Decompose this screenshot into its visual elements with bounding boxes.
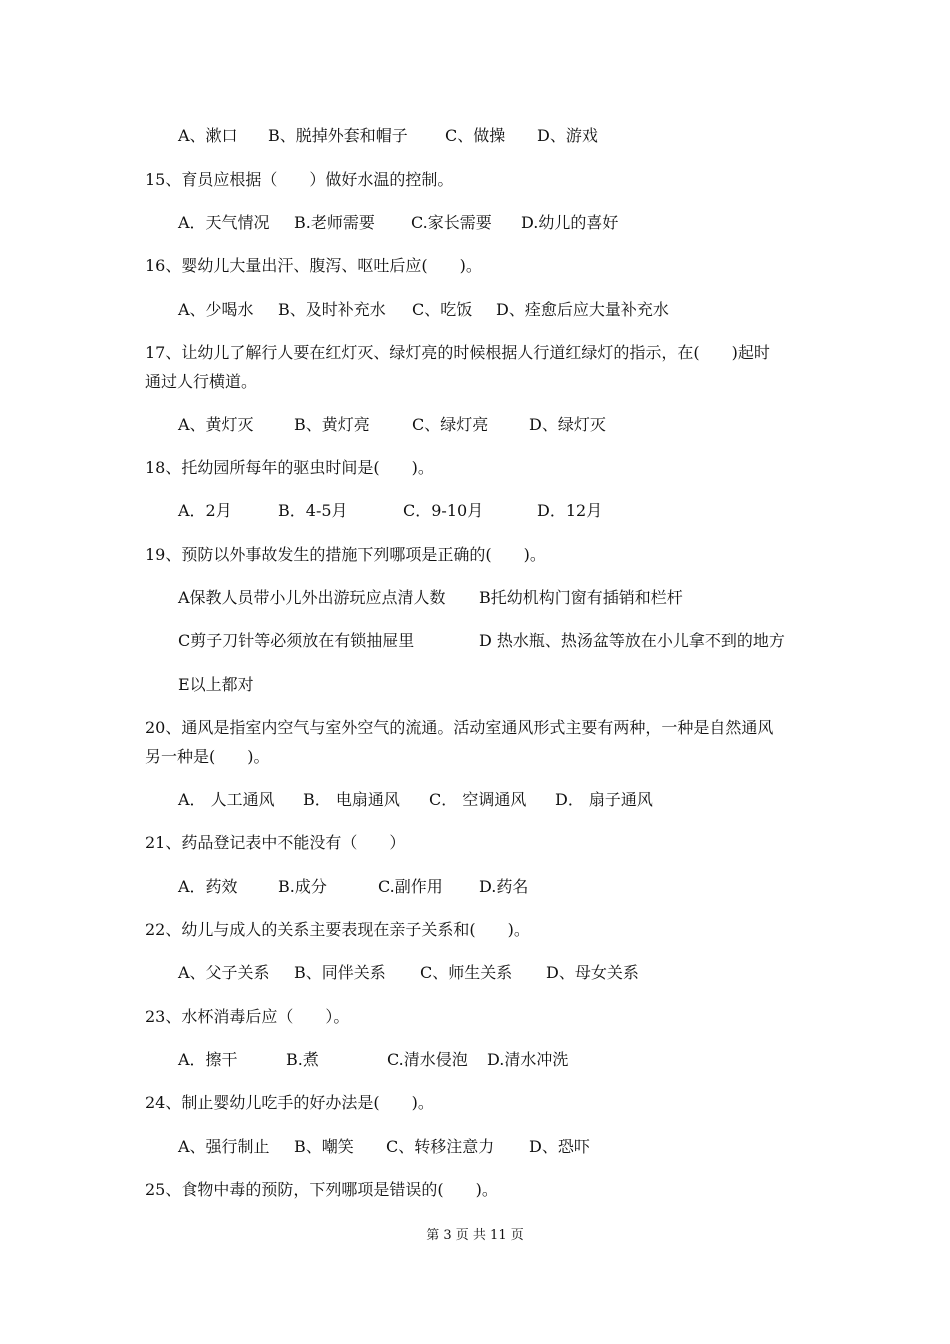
q16-stem: 16、婴幼儿大量出汗、腹泻、呕吐后应( )。 [145, 256, 482, 275]
q22-option-d: D、母女关系 [546, 963, 639, 982]
q15-option-c: C.家长需要 [411, 213, 492, 232]
q18-option-c: C．9-10月 [403, 501, 484, 520]
q16-option-b: B、及时补充水 [278, 300, 386, 319]
q19-option-e: E以上都对 [178, 675, 254, 694]
q20-option-a: A． 人工通风 [178, 790, 275, 809]
q20-stem-line1: 20、通风是指室内空气与室外空气的流通。活动室通风形式主要有两种，一种是自然通风 [145, 718, 774, 737]
q23-option-d: D.清水冲洗 [487, 1050, 569, 1069]
q21-option-c: C.副作用 [378, 877, 443, 896]
q21-option-d: D.药名 [479, 877, 529, 896]
q15-option-a: A．天气情况 [178, 213, 270, 232]
q21-option-b: B.成分 [278, 877, 327, 896]
q17-stem-line1: 17、让幼儿了解行人要在红灯灭、绿灯亮的时候根据人行道红绿灯的指示，在( )起时 [145, 343, 770, 362]
q21-stem: 21、药品登记表中不能没有（ ） [145, 833, 406, 852]
q16-option-a: A、少喝水 [178, 300, 254, 319]
q22-option-a: A、父子关系 [178, 963, 270, 982]
q19-option-a: A保教人员带小儿外出游玩应点清人数 [178, 588, 446, 607]
q22-option-b: B、同伴关系 [294, 963, 386, 982]
q21-option-a: A．药效 [178, 877, 238, 896]
q23-option-a: A．擦干 [178, 1050, 238, 1069]
q16-option-c: C、吃饭 [412, 300, 473, 319]
q17-stem-line2: 通过人行横道。 [145, 372, 258, 391]
q19-option-b: B托幼机构门窗有插销和栏杆 [479, 588, 683, 607]
q14-option-a: A、漱口 [178, 126, 238, 145]
q23-option-c: C.清水侵泡 [387, 1050, 468, 1069]
q15-stem: 15、育员应根据（ ）做好水温的控制。 [145, 170, 454, 189]
q17-option-d: D、绿灯灭 [529, 415, 606, 434]
q24-stem: 24、制止婴幼儿吃手的好办法是( )。 [145, 1093, 434, 1112]
q20-stem-line2: 另一种是( )。 [145, 747, 270, 766]
q20-option-c: C． 空调通风 [429, 790, 527, 809]
q15-option-b: B.老师需要 [294, 213, 375, 232]
q14-option-b: B、脱掉外套和帽子 [268, 126, 408, 145]
q16-option-d: D、痊愈后应大量补充水 [496, 300, 669, 319]
q18-option-d: D．12月 [537, 501, 603, 520]
q23-option-b: B.煮 [286, 1050, 319, 1069]
q22-stem: 22、幼儿与成人的关系主要表现在亲子关系和( )。 [145, 920, 530, 939]
q23-stem: 23、水杯消毒后应（ ）。 [145, 1007, 350, 1026]
q17-option-b: B、黄灯亮 [294, 415, 370, 434]
q22-option-c: C、师生关系 [420, 963, 513, 982]
q17-option-c: C、绿灯亮 [412, 415, 489, 434]
q14-option-c: C、做操 [445, 126, 506, 145]
q20-option-b: B． 电扇通风 [303, 790, 400, 809]
q24-option-b: B、嘲笑 [294, 1137, 354, 1156]
q24-option-a: A、强行制止 [178, 1137, 270, 1156]
q24-option-c: C、转移注意力 [386, 1137, 495, 1156]
q25-stem: 25、食物中毒的预防，下列哪项是错误的( )。 [145, 1180, 498, 1199]
q18-stem: 18、托幼园所每年的驱虫时间是( )。 [145, 458, 434, 477]
q18-option-b: B．4-5月 [278, 501, 348, 520]
q20-option-d: D． 扇子通风 [555, 790, 653, 809]
q19-option-d: D 热水瓶、热汤盆等放在小儿拿不到的地方 [479, 631, 785, 650]
q17-option-a: A、黄灯灭 [178, 415, 254, 434]
q18-option-a: A．2月 [178, 501, 232, 520]
q15-option-d: D.幼儿的喜好 [521, 213, 619, 232]
page-footer: 第 3 页 共 11 页 [426, 1228, 524, 1243]
q19-stem: 19、预防以外事故发生的措施下列哪项是正确的( )。 [145, 545, 546, 564]
q19-option-c: C剪子刀针等必须放在有锁抽屉里 [178, 631, 415, 650]
q14-option-d: D、游戏 [537, 126, 598, 145]
q24-option-d: D、恐吓 [529, 1137, 590, 1156]
